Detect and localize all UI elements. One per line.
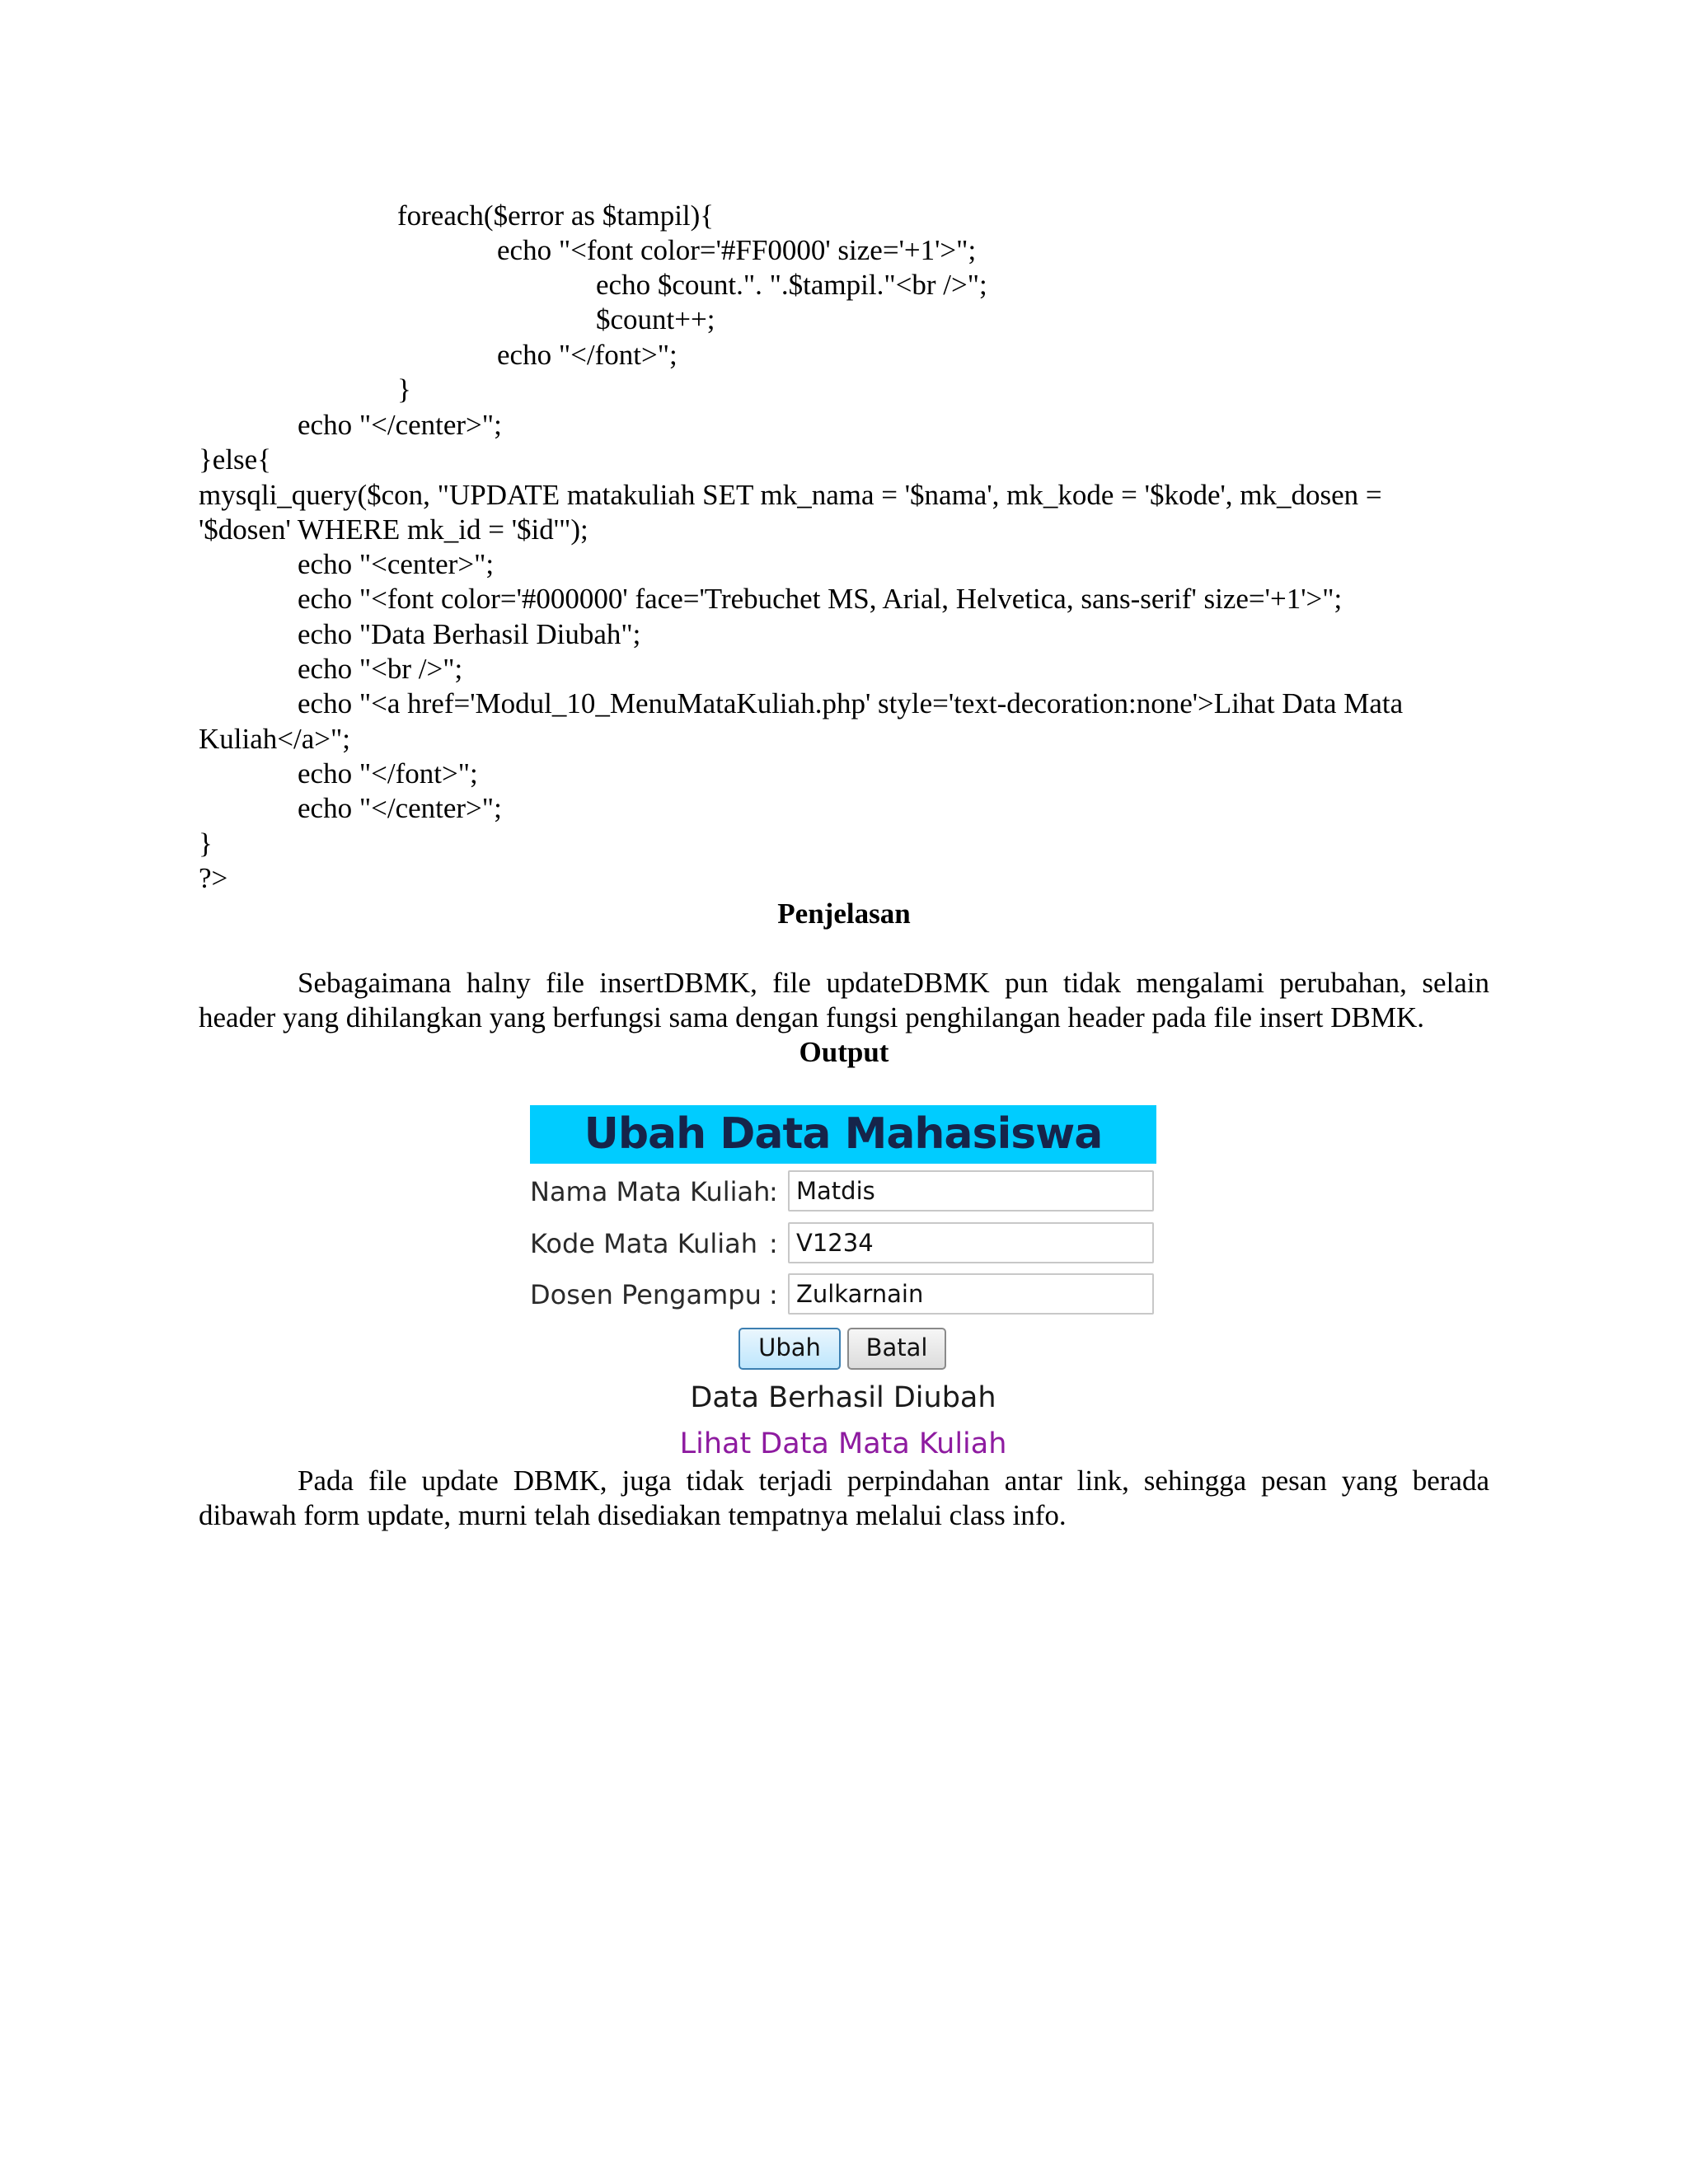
form-row-dosen	[530, 1273, 1156, 1316]
form-row-nama	[530, 1170, 1156, 1213]
code-line: '$dosen' WHERE mk_id = '$id'");	[199, 513, 588, 546]
lihat-data-link[interactable]: Lihat Data Mata Kuliah	[679, 1427, 1007, 1460]
success-message: Data Berhasil Diubah	[690, 1381, 996, 1414]
field-colon: :	[769, 1228, 778, 1259]
output-screenshot	[528, 1103, 1159, 1467]
code-line: echo $count.". ".$tampil."<br />";	[596, 269, 987, 301]
code-line: foreach($error as $tampil){	[397, 199, 715, 232]
field-label: Nama Mata Kuliah	[530, 1176, 771, 1207]
field-label: Dosen Pengampu	[530, 1279, 762, 1310]
code-line: echo "<center>";	[298, 548, 495, 580]
penjelasan-text: Sebagaimana halny file insertDBMK, file updateDBMK pun tidak mengalami perubahan, selain header yang dihilangkan yang berfungsi sama dengan fungsi penghilangan header pada file insert DBMK.	[199, 967, 1489, 1033]
code-line: ?>	[199, 862, 228, 894]
output-heading: Output	[799, 1036, 889, 1068]
code-line: }	[397, 373, 411, 405]
code-line: Kuliah</a>";	[199, 723, 351, 755]
code-line: }	[199, 827, 213, 860]
code-line: echo "Data Berhasil Diubah";	[298, 618, 641, 650]
penjelasan-heading: Penjelasan	[777, 898, 911, 930]
closing-paragraph	[199, 1464, 1489, 1533]
kode-mata-kuliah-input[interactable]: V1234	[788, 1222, 1154, 1263]
form-row-kode	[530, 1222, 1156, 1265]
code-line: $count++;	[596, 303, 715, 335]
batal-button[interactable]: Batal	[847, 1328, 946, 1370]
field-colon: :	[769, 1176, 778, 1207]
code-line: echo "</center>";	[298, 409, 502, 441]
code-line: mysqli_query($con, "UPDATE matakuliah SET mk_nama = '$nama', mk_kode = '$kode', mk_dosen =	[199, 479, 1382, 511]
code-line: echo "</center>";	[298, 792, 502, 824]
form-title: Ubah Data Mahasiswa	[530, 1105, 1156, 1164]
ubah-button[interactable]: Ubah	[738, 1328, 841, 1370]
field-colon: :	[769, 1279, 778, 1310]
nama-mata-kuliah-input[interactable]: Matdis	[788, 1170, 1154, 1212]
dosen-pengampu-input[interactable]: Zulkarnain	[788, 1273, 1154, 1315]
penjelasan-paragraph	[199, 966, 1489, 1035]
code-line: echo "</font>";	[298, 757, 478, 790]
code-line: }else{	[199, 443, 272, 476]
code-line: echo "<br />";	[298, 653, 463, 685]
code-line: echo "<a href='Modul_10_MenuMataKuliah.php' style='text-decoration:none'>Lihat Data Mata	[298, 687, 1404, 719]
code-line: echo "<font color='#000000' face='Trebuchet MS, Arial, Helvetica, sans-serif' size='+1'>";	[298, 583, 1343, 615]
closing-text: Pada file update DBMK, juga tidak terjadi perpindahan antar link, sehingga pesan yang berada dibawah form update, murni telah disediakan tempatnya melalui class info.	[199, 1465, 1489, 1531]
field-label: Kode Mata Kuliah	[530, 1228, 758, 1259]
code-line: echo "</font>";	[497, 339, 678, 371]
code-line: echo "<font color='#FF0000' size='+1'>";	[497, 234, 977, 266]
